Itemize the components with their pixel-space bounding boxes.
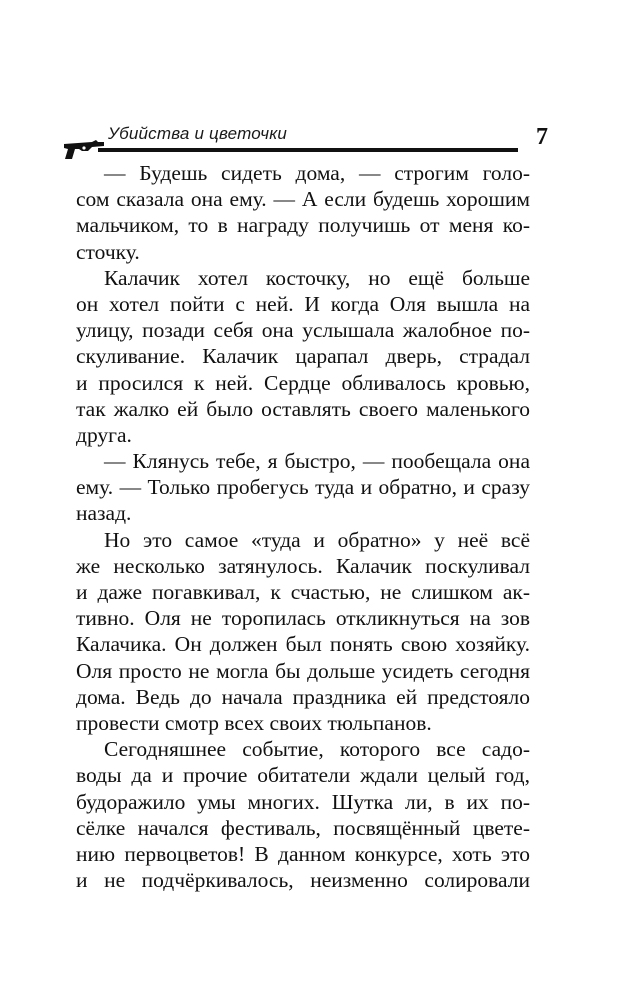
paragraph	[76, 448, 530, 527]
running-title: Убийства и цветочки	[108, 124, 288, 143]
text-line: и не подчёркивалось, неизменно солировали	[76, 868, 530, 893]
text-line: дома. Ведь до начала праздника ей предстояло	[76, 684, 530, 709]
body-text	[76, 160, 530, 893]
text-line: сом сказала она ему. — А если будешь хорошим	[76, 187, 530, 212]
paragraph	[76, 736, 530, 893]
paragraph	[76, 160, 530, 265]
text-line: так жалко ей было оставлять своего маленького	[76, 396, 530, 421]
text-line: же несколько затянулось. Калачик поскуливал	[76, 553, 530, 578]
text-line: и даже погавкивал, к счастью, не слишком ак-	[76, 580, 530, 604]
text-line: воды да и прочие обитатели ждали целый год,	[76, 763, 530, 788]
text-line: Но это самое «туда и обратно» у неё всё	[104, 527, 530, 552]
text-line: — Будешь сидеть дома, — строгим голо-	[104, 161, 530, 185]
text-line: Сегодняшнее событие, которого все садо-	[104, 737, 530, 762]
text-line: мальчиком, то в награду получишь от меня ко-	[76, 213, 530, 238]
text-line: Оля просто не могла бы дольше усидеть сегодня	[76, 658, 530, 683]
text-line: Калачик хотел косточку, но ещё больше	[104, 265, 530, 290]
text-line: провести смотр всех своих тюльпанов.	[76, 710, 432, 735]
paragraph	[76, 265, 530, 448]
text-line: тивно. Оля не торопилась откликнуться на зов	[76, 606, 530, 631]
text-line: назад.	[76, 501, 132, 526]
running-head	[62, 120, 548, 160]
text-line: Калачика. Он должен был понять свою хозяйку.	[76, 632, 530, 657]
paragraph	[76, 527, 530, 737]
text-line: улицу, позади себя она услышала жалобное по-	[76, 318, 530, 343]
text-line: нию первоцветов! В данном конкурсе, хоть это	[76, 841, 530, 866]
header-rule	[98, 148, 518, 152]
text-line: ему. — Только пробегусь туда и обратно, и сразу	[76, 475, 530, 500]
text-line: скуливание. Калачик царапал дверь, страдал	[76, 344, 530, 369]
text-line: сёлке начался фестиваль, посвящённый цвете-	[76, 815, 530, 840]
text-line: будоражило умы многих. Шутка ли, в их по-	[76, 789, 530, 814]
text-line: — Клянусь тебе, я быстро, — пообещала она	[104, 449, 530, 474]
text-line: сточку.	[76, 239, 140, 264]
text-line: он хотел пойти с ней. И когда Оля вышла на	[76, 291, 530, 316]
text-line: друга.	[76, 422, 132, 447]
page-number: 7	[536, 124, 548, 150]
text-line: и просился к ней. Сердце обливалось кровью,	[76, 370, 530, 395]
